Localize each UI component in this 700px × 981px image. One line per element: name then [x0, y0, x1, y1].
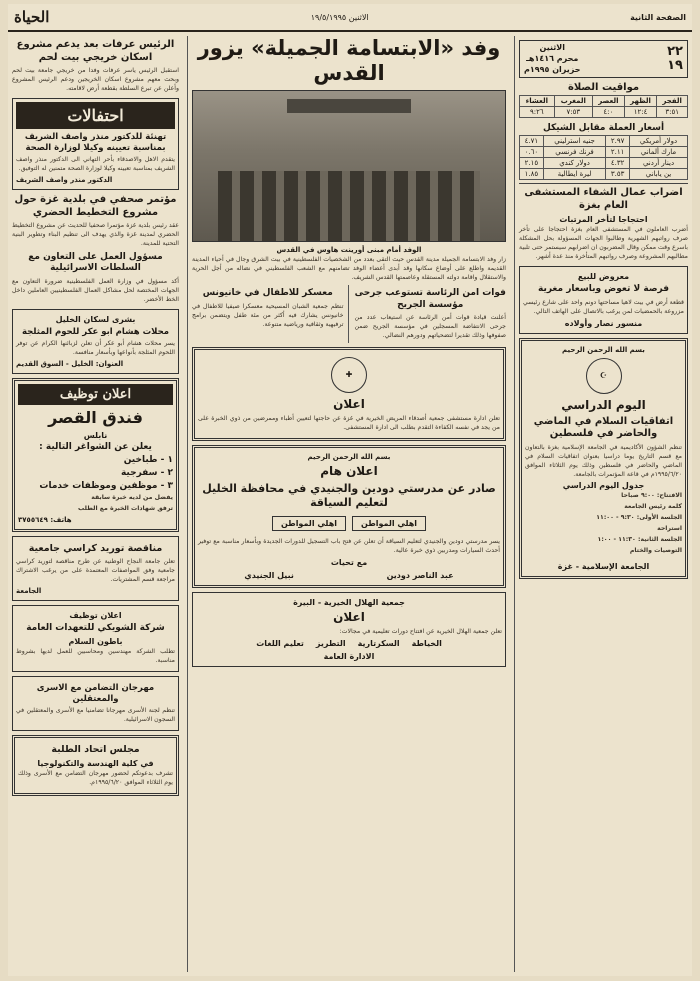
driving-headline: صادر عن مدرستي دودين والجنيدي في محافظة الخليل لتعليم السياقة	[202, 481, 496, 509]
charity-footer: الادارة العامة	[323, 652, 375, 662]
main-headline: وفد «الابتسامة الجميلة» يزور القدس	[197, 36, 501, 86]
hospital-headline: اضراب عمال الشفاء المستشفى العام بغزة	[524, 187, 683, 211]
driving-basmala: بسم الله الرحمن الرحيم	[307, 452, 391, 461]
gaza-council-text: عقد رئيس بلدية غزة مؤتمرا صحفيا للحديث عن مشروع التخطيط الحضري لمدينة غزة والذي يهدف الى تنظيم البناء وتطوير البنية التحتية للمدينة.	[12, 222, 179, 248]
day-name: الاثنين	[539, 43, 565, 52]
greg-month: حزيران	[552, 64, 581, 74]
charity-ad-box	[192, 592, 506, 667]
labor-headline: مسؤول العمل على التعاون مع السلطات الاسرائيلية	[28, 252, 163, 274]
tender-box	[12, 536, 179, 601]
congrats-text: يتقدم الاهل والاصدقاء بأحر التهاني الى الدكتور منذر واصف الشريف بمناسبة تعيينه وكيلا لوزارة الصحة متمنين له التوفيق.	[16, 156, 175, 173]
for-sale-title: معروض للبيع	[577, 272, 630, 282]
hotel-job: ٣ - موظفين وموظفات خدمات	[39, 481, 173, 492]
study-day-footer: الجامعة الإسلامية - غزة	[557, 562, 650, 572]
gaza-headline: فوات امن الرئاسة تستوعب جرحى مؤسسة الجريح	[354, 288, 506, 310]
currency-name: دينار أردني	[630, 158, 688, 169]
university-emblem-icon: ☪	[586, 358, 622, 394]
meat-shop-text: يسر محلات هشام أبو عكر أن تعلن لزبائنها الكرام عن توفر اللحوم المثلجة بأنواعها وبأسعار منافسة.	[16, 340, 175, 357]
currency-rate: ٤.٣٢	[606, 158, 630, 169]
prayer-times-table	[519, 95, 688, 118]
study-day-headline: اتفاقيات السلام في الماضي والحاضر في فلسطين	[533, 415, 674, 440]
gaza-text: أعلنت قيادة قوات أمن الرئاسة عن استيعاب عدد من جرحى الانتفاضة المسجلين في مؤسسة الجريح ضمن صفوفها وذلك تقديرا لتضحياتهم ودورهم النضالي.	[354, 313, 506, 339]
charity-header: جمعية الهلال الخيرية - البيرة	[293, 598, 405, 608]
prayer-name: الظهر	[624, 96, 657, 107]
currency-rate: ٤.٧١	[520, 136, 544, 147]
hiring-box	[12, 605, 179, 672]
schedule-item: كلمة رئيس الجامعة	[624, 503, 682, 511]
hospital-ad-box	[192, 347, 506, 441]
charity-title: اعلان	[333, 610, 365, 625]
meat-shop-title: بشرى لسكان الخليل	[55, 314, 136, 324]
hijri-month: محرم	[556, 53, 579, 63]
festival-text: تنظم لجنة الأسرى مهرجانا تضامنيا مع الأسرى والمعتقلين في السجون الاسرائيلية.	[16, 707, 175, 724]
meat-shop-footer: العنوان: الخليل - السوق القديم	[16, 360, 124, 369]
charity-item: السكرتارية	[357, 639, 400, 649]
meat-shop-box	[12, 309, 179, 375]
currency-rate: ٣.٥٣	[606, 169, 630, 180]
hotel-ad-box	[12, 378, 179, 532]
congrats-box	[12, 98, 179, 190]
day-sub: ١٩	[667, 58, 683, 74]
masthead-date: الاثنين ١٩/٥/١٩٩٥	[310, 12, 369, 22]
tender-title: مناقصة توريد كراسي جامعية	[28, 543, 163, 555]
right-column	[514, 36, 692, 972]
prayer-name: الفجر	[657, 96, 688, 107]
student-council-box	[12, 735, 179, 796]
hiring-title: اعلان توظيف	[69, 610, 122, 620]
currency-name: مارك ألماني	[630, 147, 688, 158]
main-article-text: زار وفد الابتسامة الجميلة مدينة القدس حيث التقى بعدد من الشخصيات الفلسطينية في بيت الشرق وجال في أحياء المدينة القديمة واطلع على أوضاع سكانها وقد أبدى أعضاء الوفد تضامنهم مع الشعب الفلسطيني في نضاله من أجل الحرية والاستقلال واقامة دولته المستقلة وعاصمتها القدس الشريف.	[192, 256, 506, 282]
middle-column	[187, 36, 510, 972]
hotel-banner: اعلان توظيف	[18, 384, 173, 405]
study-day-text: تنظم الشؤون الأكاديمية في الجامعة الإسلامية بغزة بالتعاون مع قسم التاريخ يوما دراسيا بعنوان اتفاقيات السلام في الماضي والحاضر في فلسطين وذلك يوم الثلاثاء الموافق ١٩٩٥/٦/٢٠م في قاعة المؤتمرات بالجامعة.	[525, 443, 682, 478]
driving-name-1: عبد الناصر دودين	[386, 571, 454, 581]
charity-text: تعلن جمعية الهلال الخيرية عن افتتاح دورات تعليمية في مجالات:	[339, 628, 502, 636]
hijri-year: ١٤١٦هـ	[526, 53, 554, 63]
hotel-job: ٢ - سفرجية	[120, 468, 173, 479]
currency-name: فرنك فرنسي	[543, 147, 606, 158]
driving-sign: مع تحيات	[330, 558, 368, 568]
schedule-item: الجلسة الأولى: ٩:٣٠ - ١١:٠٠	[596, 514, 682, 522]
prayer-time: ٩:٢٦	[520, 107, 555, 118]
for-sale-sign: منسور نصار وأولاده	[564, 318, 643, 328]
hospital-ad-title: اعلان	[333, 396, 365, 411]
camp-text: تنظم جمعية الشبان المسيحية معسكرا صيفيا للاطفال في خانيونس يشارك فيه أكثر من مئة طفل ويتضمن برامج ترفيهية وثقافية ورياضية متنوعة.	[192, 302, 344, 328]
hotel-intro: يعلن عن الشواغر التالية :	[39, 442, 152, 453]
prayer-time: ١٢:٤	[624, 107, 657, 118]
arafat-text: استقبل الرئيس ياسر عرفات وفدا من خريجي جامعة بيت لحم وبحث معهم مشروع اسكان الخريجين ودعم الرئيس المشروع وأعلن عن تبرع السلطة بقطعة أرض لاقامته.	[12, 67, 179, 92]
charity-item: تعليم اللغات	[256, 639, 304, 649]
prayer-time: ٧:٥٣	[554, 107, 592, 118]
currency-rate: ٠.٦٠	[520, 147, 544, 158]
hotel-title: فندق القصر	[48, 408, 143, 428]
student-council-text: تشرف بدعوتكم لحضور مهرجان التضامن مع الأسرى وذلك يوم الثلاثاء الموافق ١٩٩٥/٦/٢٠م.	[18, 770, 173, 787]
student-council-title: مجلس اتحاد الطلبة	[51, 744, 140, 756]
currency-rate: ١.٨٥	[520, 169, 544, 180]
hospital-emblem-icon: ✚	[331, 357, 367, 393]
hiring-sub: باطون السلام	[68, 637, 123, 647]
citizen-box-2: اهلي المواطن	[272, 516, 346, 531]
charity-item: الخياطة	[411, 639, 442, 649]
congrats-headline: تهنئة للدكتور منذر واصف الشريف بمناسبة تعيينه وكيلا لوزارة الصحة	[24, 131, 167, 153]
currency-title: أسعار العملة مقابل الشيكل	[542, 123, 665, 134]
citizen-box-1: اهلي المواطن	[352, 516, 426, 531]
study-day-title: اليوم الدراسي	[561, 397, 646, 412]
prayer-name: المغرب	[554, 96, 592, 107]
congrats-sign: الدكتور منذر واصف الشريف	[16, 176, 113, 185]
meat-shop-headline: محلات هشام ابو عكر للحوم المثلجة	[22, 326, 169, 337]
for-sale-text: قطعة أرض في بيت لاهيا مساحتها دونم واحد على شارع رئيسي مزروعة بالحمضيات لمن يرغب بالاتصال على الهاتف التالي.	[523, 298, 684, 315]
hospital-ad-text: تعلن ادارة مستشفى جمعية أصدقاء المريض الخيرية في غزة عن حاجتها لتعيين أطباء وممرضين من ذوي الخبرة على من يجد في نفسه الكفاءة التقدم بطلب الى ادارة المستشفى.	[198, 414, 500, 431]
day-number: ٢٢	[667, 43, 683, 59]
driving-title: اعلان هام	[320, 463, 378, 478]
hotel-note: ترفق شهادات الخبرة مع الطلب	[78, 505, 173, 513]
newspaper-page	[8, 4, 692, 976]
masthead	[8, 4, 692, 32]
greg-year: ١٩٩٥م	[524, 64, 550, 74]
driving-name-2: نبيل الجنيدي	[244, 571, 294, 581]
newspaper-logo: الحياة	[14, 8, 50, 26]
prayer-name: العشاء	[520, 96, 555, 107]
schedule-item: الجلسة الثانية: ١١:٣٠ - ١:٠٠	[597, 536, 682, 544]
congrats-banner: احتفالات	[16, 102, 175, 129]
currency-name: جنيه استرليني	[543, 136, 606, 147]
currency-name: ين ياباني	[630, 169, 688, 180]
currency-name: ليرة ايطالية	[543, 169, 606, 180]
schedule-item: التوصيات والختام	[629, 547, 682, 555]
prayer-time: ٣:٥١	[657, 107, 688, 118]
study-day-box	[519, 338, 688, 580]
tender-sign: الجامعة	[16, 586, 42, 595]
photo-caption: الوفد أمام مبنى أورينت هاوس في القدس	[276, 246, 422, 255]
currency-name: دولار كندي	[543, 158, 606, 169]
festival-box	[12, 676, 179, 731]
driving-text: يسر مدرستي دودين والجنيدي لتعليم السياقة أن تعلن عن فتح باب التسجيل للدورات الجديدة وبأسعار مناسبة مع توفير أحدث السيارات ومدربين ذوي خبرة عالية.	[198, 538, 500, 555]
currency-name: دولار أمريكي	[630, 136, 688, 147]
hospital-text: أضرب العاملون في المستشفى العام بغزة احتجاجا على تأخر صرف رواتبهم الشهرية وطالبوا الجهات المسؤولة بحل المشكلة باسرع وقت ممكن وقال المضربون ان اضرابهم سيستمر حتى تلبية مطالبهم المشروعة وصرف رواتبهم المتأخرة منذ عدة أشهر.	[519, 226, 688, 261]
study-day-basmala: بسم الله الرحمن الرحيم	[562, 345, 645, 354]
tender-text: تعلن جامعة النجاح الوطنية عن طرح مناقصة لتوريد كراسي جامعية وفق المواصفات المعتمدة على من يرغب الاشتراك مراجعة قسم المشتريات.	[16, 558, 175, 583]
currency-rate: ٢.٩٧	[606, 136, 630, 147]
student-council-sub: في كلية الهندسة والتكنولوجيا	[37, 759, 154, 769]
charity-item: التطريز	[315, 639, 346, 649]
currency-rate: ٢.١١	[606, 147, 630, 158]
prayer-times-title: مواقيت الصلاة	[567, 82, 640, 94]
hotel-phone: هاتف: ٣٧٥٥٦٤٩	[18, 516, 72, 525]
festival-title: مهرجان التضامن مع الاسرى والمعتقلين	[36, 683, 155, 704]
hiring-text: تطلب الشركة مهندسين ومحاسبين للعمل لديها بشروط مناسبة.	[16, 648, 175, 665]
camp-headline: معسكر للاطفال في خانيونس	[202, 288, 333, 299]
currency-table	[519, 135, 688, 180]
date-box	[519, 40, 688, 78]
schedule-title: جدول اليوم الدراسي	[562, 481, 645, 491]
left-column	[8, 36, 183, 972]
for-sale-box	[519, 266, 688, 333]
hotel-city: نابلس	[83, 431, 108, 441]
schedule-item: استراحة	[657, 525, 682, 533]
currency-rate: ٢.١٥	[520, 158, 544, 169]
arafat-headline: الرئيس عرفات بعد يدعم مشروع اسكان خريجي بيت لحم	[16, 39, 175, 63]
schedule-item: الافتتاح: ٩:٠٠ صباحا	[621, 492, 682, 500]
for-sale-headline: فرصة لا تعوض وباسعار مغرية	[537, 284, 670, 295]
prayer-time: ٤:٠	[592, 107, 624, 118]
prayer-name: العصر	[592, 96, 624, 107]
page-label: الصفحة الثانية	[630, 12, 686, 22]
hospital-sub: احتجاجا لتأخر المرتبات	[559, 215, 648, 225]
delegation-photo	[192, 90, 506, 242]
driving-school-box	[192, 445, 506, 588]
gaza-council-headline: مؤتمر صحفي في بلدية غزة حول مشروع التخطيط الحضري	[14, 194, 177, 218]
hiring-headline: شركة الشويكي للتعهدات العامة	[26, 622, 165, 633]
labor-text: أكد مسؤول في وزارة العمل الفلسطينية ضرورة التعاون مع الجهات المختصة لحل مشاكل العمال الفلسطينيين العاملين داخل الخط الأخضر.	[12, 277, 179, 303]
hotel-note: يفضل من لديه خبرة سابقة	[91, 494, 173, 502]
hotel-job: ١ - طباخين	[123, 455, 173, 466]
